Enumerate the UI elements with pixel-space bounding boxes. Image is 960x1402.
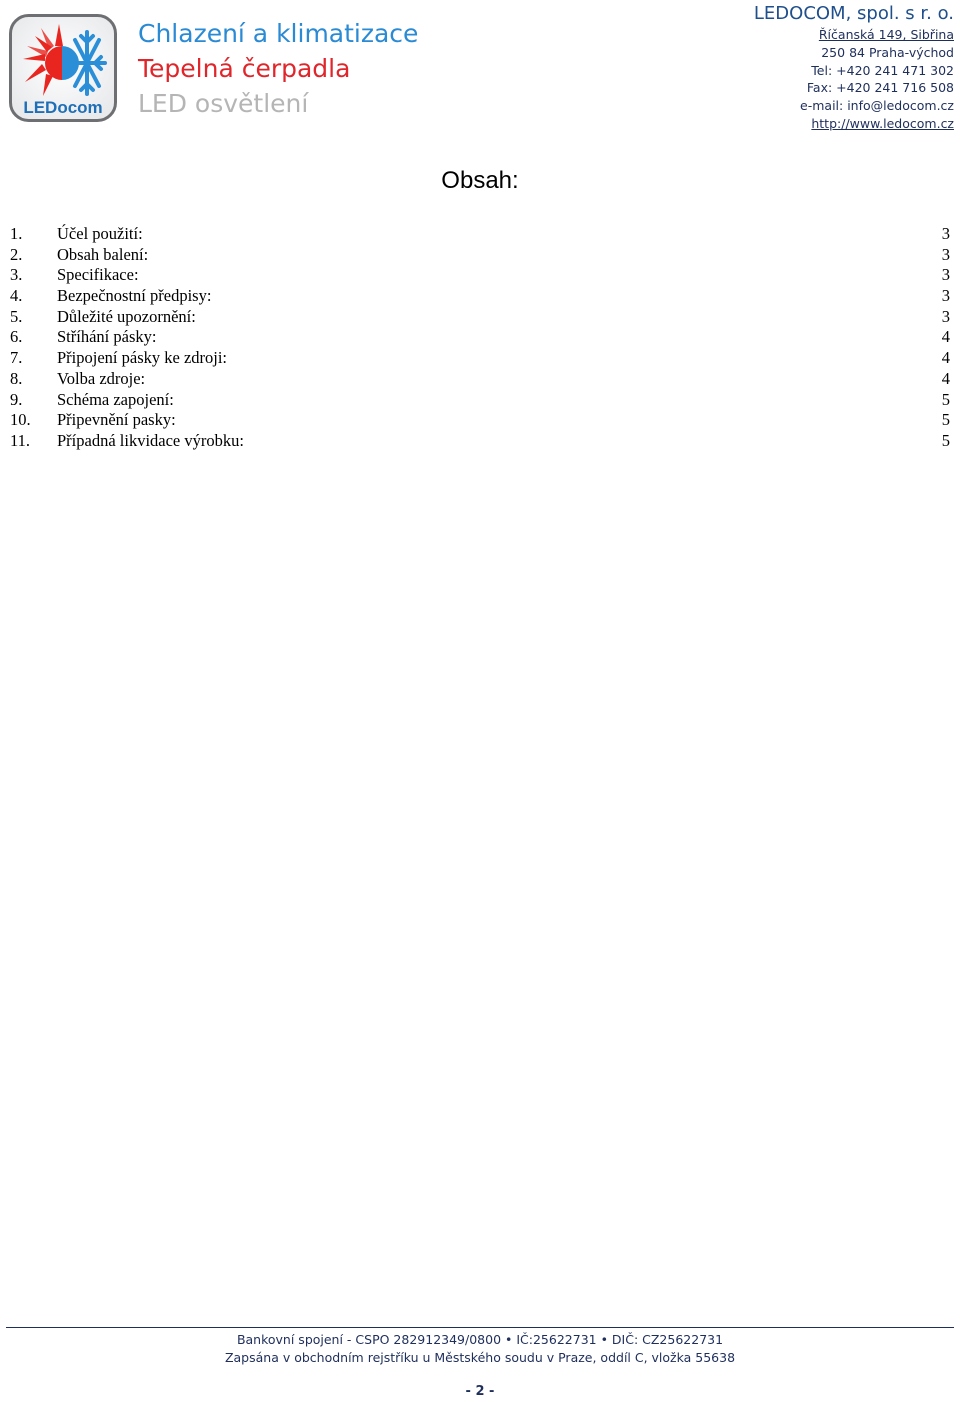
toc-page: 3: [941, 244, 950, 264]
toc-item: [10, 390, 950, 411]
toc-item: [10, 245, 950, 266]
toc-text: Bezpečnostní předpisy:: [57, 286, 212, 306]
company-fax: Fax: +420 241 716 508: [806, 80, 954, 96]
toc-page: 4: [941, 348, 950, 368]
slogan-heat-pumps: Tepelná čerpadla: [138, 54, 351, 83]
toc-page: 5: [941, 389, 950, 409]
toc-number: 7.: [10, 348, 23, 368]
toc-number: 9.: [10, 389, 23, 409]
company-address-link[interactable]: Říčanská 149, Sibřina: [818, 27, 954, 42]
company-info: [754, 2, 954, 133]
toc-item: [10, 431, 950, 452]
toc-page: 4: [941, 327, 950, 347]
footer-registry-info: Zapsána v obchodním rejstříku u Městského soudu v Praze, oddíl C, vložka 55638: [224, 1350, 736, 1365]
toc-text: Stříhání pásky:: [57, 327, 157, 347]
toc-text: Připevnění pasky:: [57, 410, 176, 430]
footer: [0, 1331, 960, 1367]
toc-number: 6.: [10, 327, 23, 347]
toc-text: Účel použití:: [57, 224, 143, 243]
toc-item: [10, 224, 950, 245]
toc-number: 2.: [10, 244, 23, 264]
slogan-led: LED osvětlení: [138, 89, 309, 118]
toc-item: [10, 286, 950, 307]
toc-item: [10, 369, 950, 390]
toc-page: 5: [941, 410, 950, 430]
toc-item: [10, 265, 950, 286]
toc-text: Případná likvidace výrobku:: [57, 430, 244, 450]
ledocom-logo: [9, 14, 117, 122]
toc-page: 3: [941, 265, 950, 285]
company-address-city: 250 84 Praha-východ: [821, 44, 954, 60]
toc-page: 3: [941, 286, 950, 306]
toc-item: [10, 307, 950, 328]
toc-page: 4: [941, 368, 950, 388]
slogans: [138, 16, 418, 121]
toc-text: Důležité upozornění:: [57, 306, 196, 326]
company-tel: Tel: +420 241 471 302: [811, 62, 954, 78]
footer-bank-info: Bankovní spojení - CSPO 282912349/0800 • IČ:25622731 • DIČ: CZ25622731: [236, 1332, 724, 1347]
toc-number: 3.: [10, 265, 23, 285]
svg-text:LEDocom: LEDocom: [23, 98, 103, 117]
company-website-link[interactable]: http://www.ledocom.cz: [811, 115, 954, 131]
toc-item: [10, 410, 950, 431]
company-name: LEDOCOM, spol. s r. o.: [753, 3, 954, 24]
page-number: - 2 -: [465, 1384, 495, 1399]
toc-number: 1.: [10, 224, 23, 243]
slogan-cooling: Chlazení a klimatizace: [138, 19, 419, 48]
toc-page: 5: [941, 430, 950, 450]
toc-number: 5.: [10, 306, 23, 326]
toc-number: 11.: [10, 430, 31, 450]
toc-page: 3: [941, 306, 950, 326]
toc-number: 8.: [10, 368, 23, 388]
toc-number: 10.: [10, 410, 31, 430]
toc-text: Specifikace:: [57, 265, 139, 285]
toc-text: Připojení pásky ke zdroji:: [57, 348, 228, 368]
toc-text: Obsah balení:: [57, 244, 149, 264]
toc-page: 3: [941, 224, 950, 243]
toc-item: [10, 348, 950, 369]
toc-number: 4.: [10, 286, 23, 306]
toc-item: [10, 327, 950, 348]
toc-text: Volba zdroje:: [57, 368, 146, 388]
company-email: e-mail: info@ledocom.cz: [800, 98, 954, 114]
footer-divider: [6, 1327, 954, 1328]
toc-text: Schéma zapojení:: [57, 389, 174, 409]
page-title: Obsah:: [441, 167, 519, 194]
table-of-contents: [10, 224, 950, 452]
